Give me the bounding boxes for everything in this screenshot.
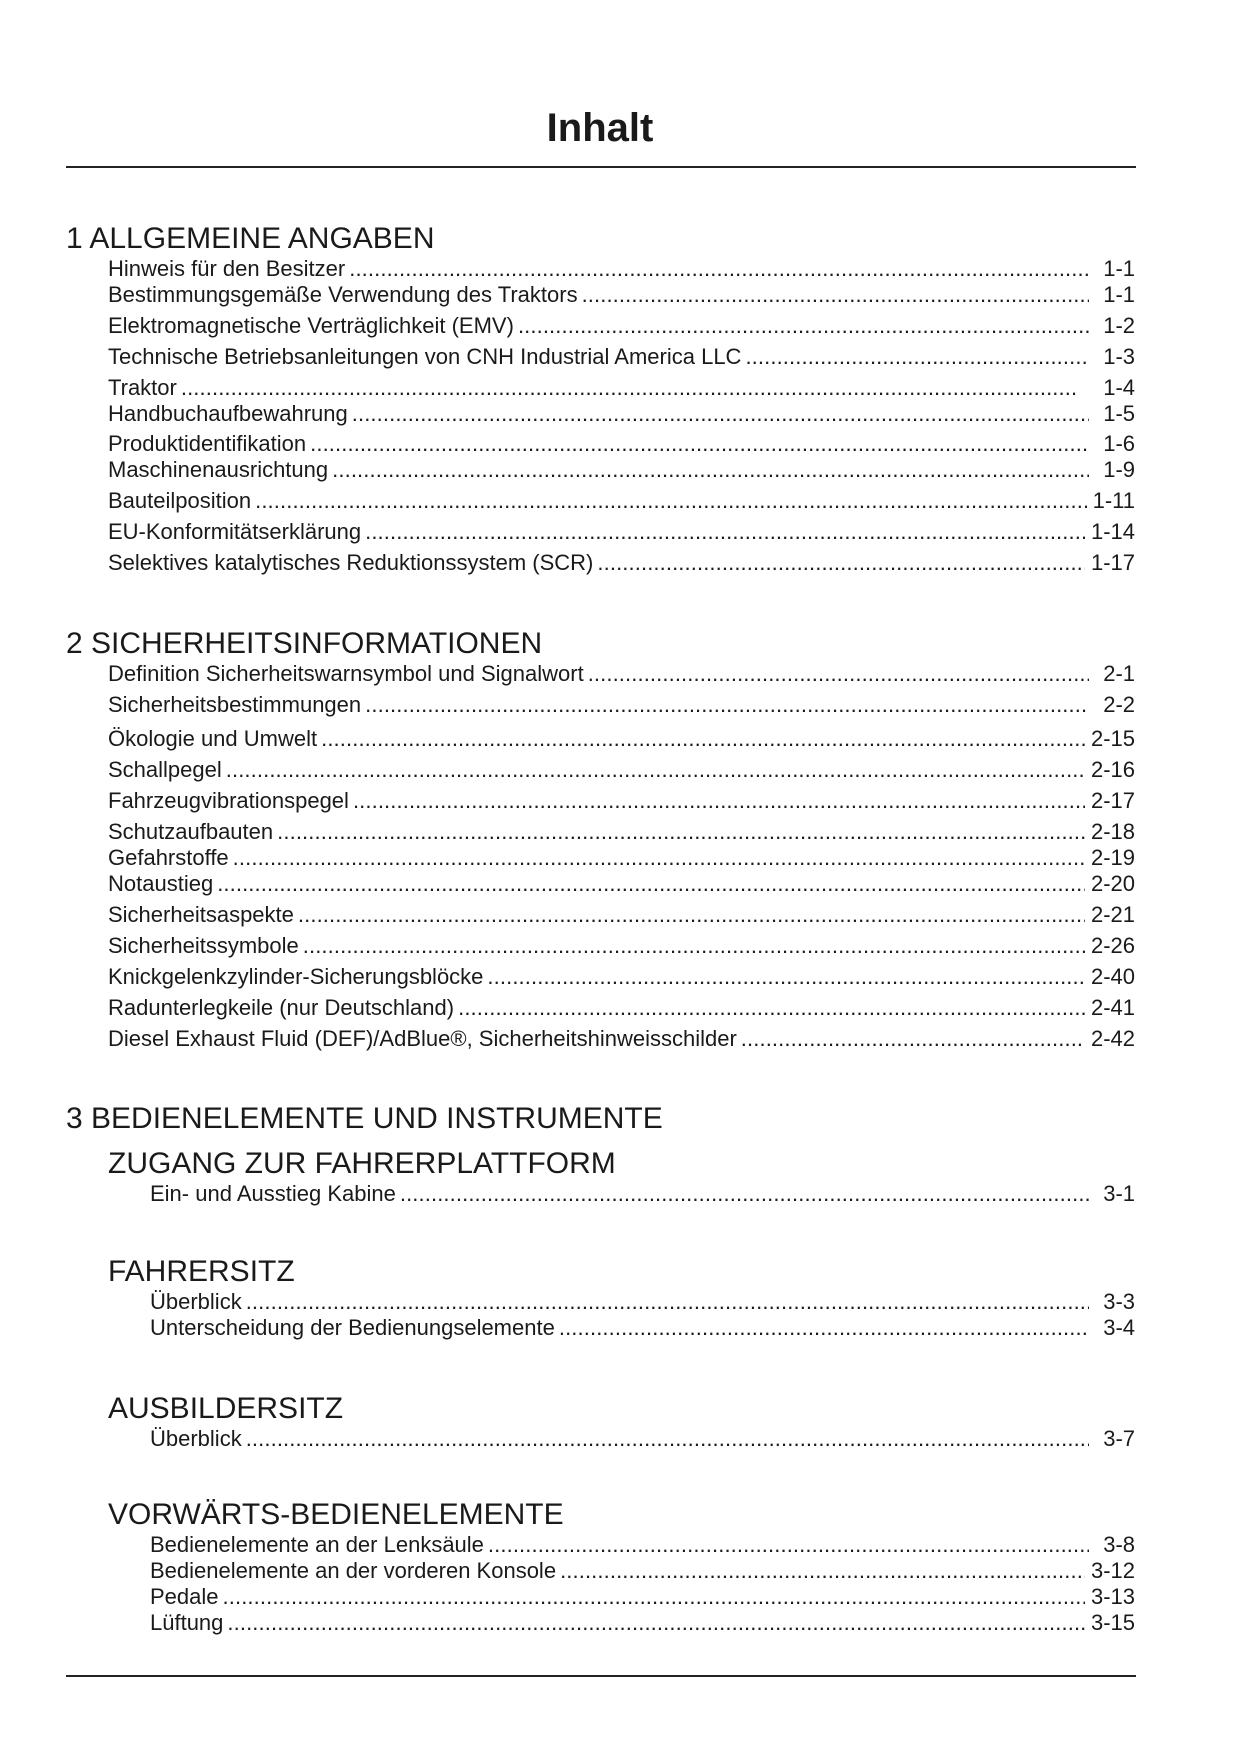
toc-entry-title: Schutzaufbauten (108, 819, 274, 844)
toc-entry[interactable] (108, 344, 1135, 370)
dot-leader (298, 902, 1085, 928)
top-divider (66, 166, 1136, 168)
dot-leader (353, 788, 1085, 814)
toc-entry-page: 1-2 (1103, 313, 1135, 338)
dot-leader (365, 692, 1089, 718)
toc-entry[interactable] (108, 256, 1135, 282)
toc-entry[interactable] (108, 431, 1135, 457)
toc-entry-title: Produktidentifikation (108, 431, 307, 456)
toc-entry-title: Ein- und Ausstieg Kabine (150, 1181, 396, 1206)
toc-entry-page: 3-8 (1103, 1532, 1135, 1557)
toc-entry-title: Diesel Exhaust Fluid (DEF)/AdBlue®, Sicherheitshinweisschilder (108, 1026, 737, 1051)
toc-entry-page: 2-2 (1103, 692, 1135, 717)
toc-entry-page: 1-14 (1090, 519, 1135, 544)
toc-entry[interactable] (108, 871, 1135, 897)
subsection-heading: FAHRERSITZ (108, 1255, 295, 1288)
toc-entry-page: 1-1 (1103, 282, 1135, 307)
toc-entry[interactable] (150, 1289, 1135, 1315)
toc-entry-page: 2-20 (1090, 871, 1135, 896)
toc-entry[interactable] (108, 661, 1135, 687)
dot-leader (559, 1315, 1089, 1341)
toc-entry-page: 1-9 (1103, 457, 1135, 482)
toc-entry-page: 2-16 (1090, 757, 1135, 782)
dot-leader (352, 401, 1089, 427)
toc-entry[interactable] (108, 995, 1135, 1021)
toc-entry[interactable] (108, 933, 1135, 959)
toc-entry-page: 2-19 (1090, 845, 1135, 870)
section-heading: 3 BEDIENELEMENTE UND INSTRUMENTE (66, 1102, 663, 1135)
subsection-heading: AUSBILDERSITZ (108, 1392, 344, 1425)
dot-leader (487, 964, 1085, 990)
dot-leader (303, 933, 1085, 959)
dot-leader (597, 550, 1085, 576)
toc-entry[interactable] (108, 845, 1135, 871)
toc-entry-page: 3-1 (1103, 1181, 1135, 1206)
toc-entry-page: 3-13 (1090, 1584, 1135, 1609)
toc-entry-page: 1-3 (1103, 344, 1135, 369)
toc-entry[interactable] (108, 757, 1135, 783)
toc-entry-page: 3-7 (1103, 1426, 1135, 1451)
dot-leader (458, 995, 1085, 1021)
toc-entry[interactable] (150, 1426, 1135, 1452)
toc-entry-title: Maschinenausrichtung (108, 457, 329, 482)
toc-entry-page: 1-4 (1103, 375, 1135, 400)
toc-entry-page: 3-4 (1103, 1315, 1135, 1340)
dot-leader (400, 1181, 1089, 1207)
toc-entry-page: 3-3 (1103, 1289, 1135, 1314)
toc-entry[interactable] (108, 313, 1135, 339)
dot-leader (223, 1584, 1085, 1610)
toc-entry-page: 1-17 (1090, 550, 1135, 575)
toc-entry[interactable] (108, 902, 1135, 928)
dot-leader (246, 1426, 1089, 1452)
toc-entry[interactable] (108, 692, 1135, 718)
toc-entry[interactable] (150, 1181, 1135, 1207)
toc-entry-page: 2-15 (1090, 726, 1135, 751)
dot-leader (181, 375, 1089, 401)
dot-leader (321, 726, 1085, 752)
dot-leader (588, 661, 1089, 687)
toc-entry-title: Handbuchaufbewahrung (108, 401, 348, 426)
dot-leader (488, 1532, 1089, 1558)
dot-leader (745, 344, 1089, 370)
toc-entry-title: Schallpegel (108, 757, 222, 782)
toc-entry-page: 2-1 (1103, 661, 1135, 686)
toc-entry-title: Unterscheidung der Bedienungselemente (150, 1315, 555, 1340)
toc-entry[interactable] (108, 519, 1135, 545)
toc-entry-page: 1-11 (1092, 488, 1135, 513)
toc-entry-page: 2-26 (1090, 933, 1135, 958)
dot-leader (741, 1026, 1085, 1052)
toc-entry-title: Überblick (150, 1289, 242, 1314)
toc-entry-title: Ökologie und Umwelt (108, 726, 318, 751)
dot-leader (246, 1289, 1089, 1315)
toc-entry-title: Sicherheitsaspekte (108, 902, 294, 927)
toc-entry-title: Pedale (150, 1584, 219, 1609)
toc-entry-title: Überblick (150, 1426, 242, 1451)
toc-entry[interactable] (150, 1584, 1135, 1610)
bottom-divider (66, 1675, 1136, 1677)
toc-entry-page: 2-42 (1090, 1026, 1135, 1051)
toc-entry-title: Fahrzeugvibrationspegel (108, 788, 349, 813)
dot-leader (255, 488, 1086, 514)
toc-entry[interactable] (108, 375, 1135, 401)
toc-entry[interactable] (108, 726, 1135, 752)
toc-entry-title: Lüftung (150, 1610, 224, 1635)
toc-entry-page: 1-5 (1103, 401, 1135, 426)
toc-entry-title: Technische Betriebsanleitungen von CNH Industrial America LLC (108, 344, 742, 369)
toc-entry-page: 2-40 (1090, 964, 1135, 989)
toc-entry-title: Selektives katalytisches Reduktionssystem (SCR) (108, 550, 594, 575)
toc-entry[interactable] (108, 1026, 1135, 1052)
toc-entry-title: EU-Konformitätserklärung (108, 519, 362, 544)
toc-entry[interactable] (150, 1610, 1135, 1636)
toc-entry-page: 1-6 (1103, 431, 1135, 456)
toc-entry-title: Bedienelemente an der vorderen Konsole (150, 1558, 557, 1583)
toc-entry-title: Traktor (108, 375, 177, 400)
toc-entry[interactable] (108, 964, 1135, 990)
dot-leader (560, 1558, 1085, 1584)
toc-entry[interactable] (108, 401, 1135, 427)
toc-entry[interactable] (108, 819, 1135, 845)
dot-leader (518, 313, 1089, 339)
subsection-heading: ZUGANG ZUR FAHRERPLATTFORM (108, 1147, 616, 1180)
page-title: Inhalt (546, 106, 654, 150)
toc-entry-page: 3-12 (1090, 1558, 1135, 1583)
toc-entry-title: Radunterlegkeile (nur Deutschland) (108, 995, 455, 1020)
toc-entry-title: Definition Sicherheitswarnsymbol und Signalwort (108, 661, 584, 686)
dot-leader (233, 845, 1085, 871)
toc-entry[interactable] (108, 282, 1135, 308)
subsection-heading: VORWÄRTS-BEDIENELEMENTE (108, 1498, 564, 1531)
toc-entry-page: 1-1 (1103, 256, 1135, 281)
toc-entry-title: Knickgelenkzylinder-Sicherungsblöcke (108, 964, 484, 989)
toc-entry[interactable] (108, 788, 1135, 814)
toc-entry-title: Sicherheitsbestimmungen (108, 692, 362, 717)
dot-leader (227, 1610, 1085, 1636)
dot-leader (582, 282, 1089, 308)
section-heading: 1 ALLGEMEINE ANGABEN (66, 222, 435, 255)
toc-entry[interactable] (150, 1315, 1135, 1341)
toc-entry-title: Bestimmungsgemäße Verwendung des Traktors (108, 282, 578, 307)
toc-entry-title: Bauteilposition (108, 488, 252, 513)
toc-entry-page: 2-18 (1090, 819, 1135, 844)
dot-leader (277, 819, 1085, 845)
dot-leader (310, 431, 1089, 457)
toc-entry-title: Elektromagnetische Verträglichkeit (EMV) (108, 313, 514, 338)
toc-entry[interactable] (108, 457, 1135, 483)
toc-entry-title: Sicherheitssymbole (108, 933, 299, 958)
toc-entry-page: 2-41 (1090, 995, 1135, 1020)
toc-entry[interactable] (108, 550, 1135, 576)
toc-entry-title: Gefahrstoffe (108, 845, 229, 870)
toc-entry-title: Bedienelemente an der Lenksäule (150, 1532, 484, 1557)
dot-leader (217, 871, 1085, 897)
toc-entry-title: Hinweis für den Besitzer (108, 256, 346, 281)
dot-leader (365, 519, 1085, 545)
section-heading: 2 SICHERHEITSINFORMATIONEN (66, 627, 543, 660)
dot-leader (332, 457, 1089, 483)
toc-entry-page: 3-15 (1090, 1610, 1135, 1635)
toc-entry[interactable] (150, 1532, 1135, 1558)
toc-entry[interactable] (150, 1558, 1135, 1584)
toc-entry-page: 2-17 (1090, 788, 1135, 813)
toc-entry-page: 2-21 (1090, 902, 1135, 927)
toc-entry[interactable] (108, 488, 1135, 514)
dot-leader (349, 256, 1089, 282)
toc-entry-title: Notaustieg (108, 871, 214, 896)
dot-leader (226, 757, 1085, 783)
